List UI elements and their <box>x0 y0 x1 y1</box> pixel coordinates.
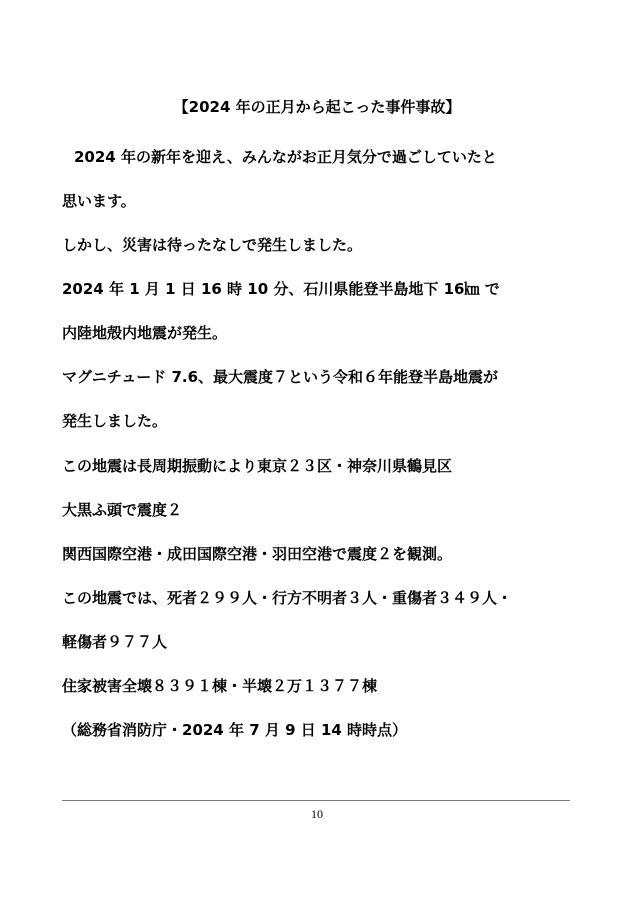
paragraph-line: マグニチュード 7.6、最大震度７という令和６年能登半島地震が <box>62 368 499 386</box>
paragraph-line: 内陸地殻内地震が発生。 <box>62 324 228 342</box>
paragraph-line: 2024 年の新年を迎え、みんながお正月気分で過ごしていたと <box>74 148 497 166</box>
paragraph-line: 大黒ふ頭で震度２ <box>62 501 183 519</box>
paragraph-line: 住家被害全壊８３９１棟・半壊２万１３７７棟 <box>62 677 378 695</box>
paragraph-line: 思います。 <box>62 192 136 210</box>
paragraph-line: 軽傷者９７７人 <box>62 633 168 651</box>
paragraph-line: 関西国際空港・成田国際空港・羽田空港で震度２を観測。 <box>62 545 453 563</box>
paragraph-line: 発生しました。 <box>62 412 168 430</box>
paragraph-line: （総務省消防庁・2024 年 7 月 9 日 14 時時点） <box>62 721 408 739</box>
paragraph-line: この地震は長周期振動により東京２３区・神奈川県鶴見区 <box>62 457 453 475</box>
paragraph-line: この地震では、死者２９９人・行方不明者３人・重傷者３４９人・ <box>62 589 513 607</box>
document-title: 【2024 年の正月から起こった事件事故】 <box>173 98 461 116</box>
paragraph-line: 2024 年 1 月 1 日 16 時 10 分、石川県能登半島地下 16㎞ で <box>62 280 500 298</box>
paragraph-line: しかし、災害は待ったなしで発生しました。 <box>62 236 363 254</box>
footer-divider <box>62 800 570 801</box>
page-number: 10 <box>311 807 323 821</box>
